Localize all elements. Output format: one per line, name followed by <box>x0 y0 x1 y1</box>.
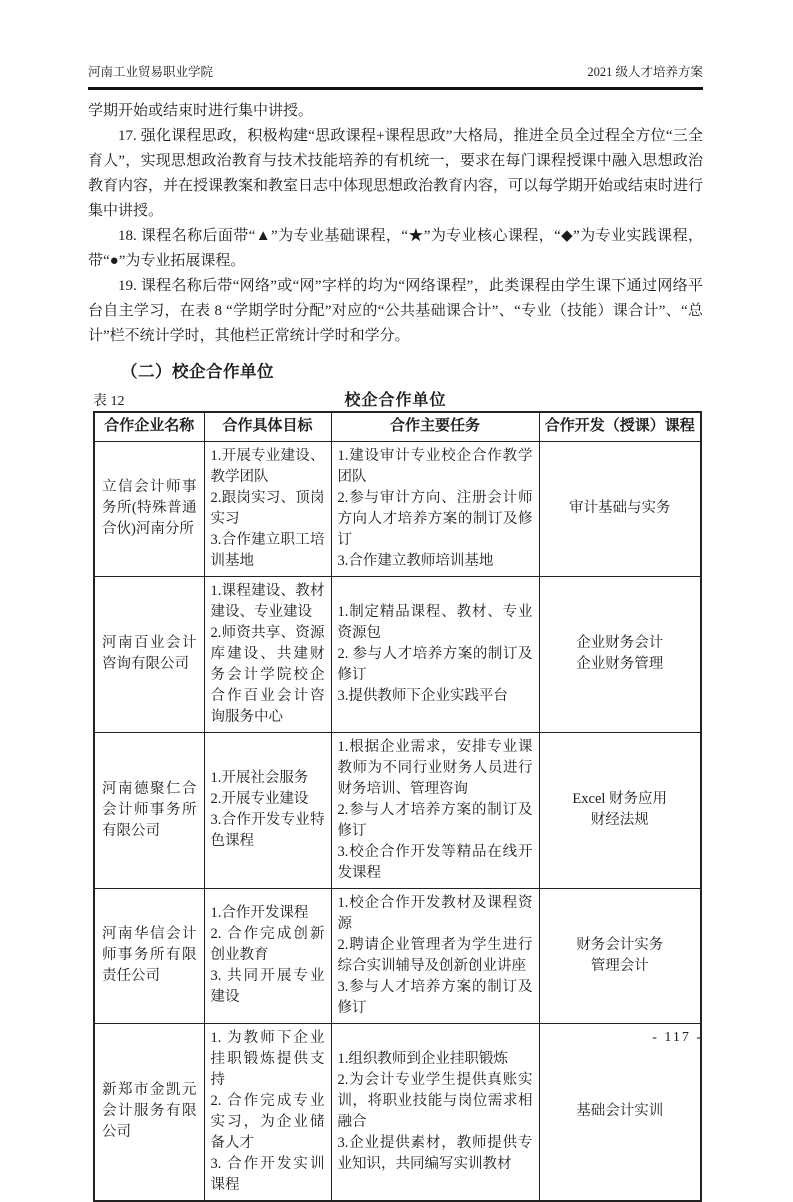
company-cell: 河南德聚仁合会计师事务所有限公司 <box>94 732 204 888</box>
courses-cell <box>539 732 701 888</box>
course-item: 审计基础与实务 <box>569 500 671 516</box>
task-item: 2. 参与人才培养方案的制订及修订 <box>337 645 533 683</box>
goal-item: 2. 合作完成专业实习，为企业储备人才 <box>210 1092 325 1151</box>
goal-item: 1.开展社会服务 <box>210 770 309 786</box>
header-plan-title: 2021 级人才培养方案 <box>587 65 703 79</box>
task-item: 3.合作建立教师培训基地 <box>337 552 494 569</box>
table-header-row <box>94 412 701 441</box>
running-header <box>88 62 703 90</box>
task-item: 2.为会计专业学生提供真账实训，将职业技能与岗位需求相融合 <box>337 1071 533 1130</box>
goal-item: 3.合作开发专业特色课程 <box>210 812 325 849</box>
table-row <box>94 441 701 576</box>
task-item: 2.参与审计方向、注册会计师方向人才培养方案的制订及修订 <box>337 489 533 548</box>
column-header-tasks: 合作主要任务 <box>331 412 539 441</box>
goal-item: 1.开展专业建设、教学团队 <box>210 447 325 485</box>
goal-item: 2.开展专业建设 <box>210 791 309 807</box>
company-cell: 河南百业会计咨询有限公司 <box>94 576 204 732</box>
section-heading: （二）校企合作单位 <box>121 362 274 381</box>
courses-cell <box>539 441 701 576</box>
goals-cell <box>204 732 331 888</box>
goal-item: 1. 为教师下企业挂职锻炼提供支持 <box>210 1029 325 1088</box>
task-item: 1.校企合作开发教材及课程资源 <box>337 894 533 932</box>
paragraph-continuation: 学期开始或结束时进行集中讲授。 <box>88 103 314 119</box>
goal-item: 2. 合作完成创新创业教育 <box>210 926 325 963</box>
table-row <box>94 732 701 888</box>
course-item: 管理会计 <box>590 957 649 974</box>
goal-item: 3. 共同开展专业建设 <box>210 968 325 1005</box>
table-title: 校企合作单位 <box>344 392 447 409</box>
course-item: 基础会计实训 <box>576 1103 664 1119</box>
courses-cell <box>539 1023 701 1201</box>
goal-item: 2.师资共享、资源库建设、共建财务会计学院校企合作百业会计咨询服务中心 <box>210 624 325 725</box>
body-text <box>88 99 703 349</box>
paragraph-17: 17. 强化课程思政，积极构建“思政课程+课程思政”大格局，推进全员全过程全方位“三全育人”，实现思想政治教育与技术技能培养的有机统一，要求在每门课程授课中融入思想政治教育内容，并在授课教案和教室日志中体现思想政治教育内容，可以每学期开始或结束时进行集中讲授。 <box>88 128 704 219</box>
table-body <box>94 441 701 1201</box>
task-item: 2.参与人才培养方案的制订及修订 <box>337 801 533 839</box>
goals-cell <box>204 576 331 732</box>
course-item: 财经法规 <box>590 812 649 828</box>
column-header-goals: 合作具体目标 <box>204 412 331 441</box>
goal-item: 3. 合作开发实训课程 <box>210 1155 325 1193</box>
goals-cell <box>204 1023 331 1201</box>
task-item: 1.制定精品课程、教材、专业资源包 <box>337 603 533 641</box>
task-item: 3.企业提供素材，教师提供专业知识，共同编写实训教材 <box>337 1134 533 1172</box>
task-item: 3.参与人才培养方案的制订及修订 <box>337 978 533 1016</box>
cooperation-table <box>93 411 702 1202</box>
table-row <box>94 888 701 1023</box>
goal-item: 2.跟岗实习、顶岗实习 <box>210 489 325 527</box>
company-cell: 河南华信会计师事务所有限责任公司 <box>94 888 204 1023</box>
header-school-name: 河南工业贸易职业学院 <box>88 65 214 79</box>
course-item: 企业财务会计 <box>576 635 664 651</box>
task-item: 2.聘请企业管理者为学生进行综合实训辅导及创新创业讲座 <box>337 936 533 974</box>
course-item: 财务会计实务 <box>576 936 664 953</box>
tasks-cell <box>331 888 539 1023</box>
table-row <box>94 576 701 732</box>
task-item: 3.提供教师下企业实践平台 <box>337 687 508 704</box>
paragraph-19: 19. 课程名称后带“网络”或“网”字样的均为“网络课程”，此类课程由学生课下通过网络平台自主学习，在表 8 “学期学时分配”对应的“公共基础课合计”、“专业（技能）课合计”、“总计”栏不统计学时，其他栏正常统计学时和学分。 <box>88 278 703 344</box>
tasks-cell <box>331 732 539 888</box>
table-number-label: 表 12 <box>93 394 125 409</box>
course-item: 企业财务管理 <box>576 656 664 672</box>
tasks-cell <box>331 441 539 576</box>
goal-item: 1.合作开发课程 <box>210 905 309 921</box>
goals-cell <box>204 888 331 1023</box>
courses-cell <box>539 888 701 1023</box>
task-item: 1.组织教师到企业挂职锻炼 <box>337 1050 508 1067</box>
company-cell: 新郑市金凯元会计服务有限公司 <box>94 1023 204 1201</box>
table-caption <box>88 387 703 411</box>
task-item: 1.根据企业需求，安排专业课教师为不同行业财务人员进行财务培训、管理咨询 <box>337 738 533 797</box>
course-item: Excel 财务应用 <box>572 791 668 807</box>
goal-item: 1.课程建设、教材建设、专业建设 <box>210 582 325 620</box>
tasks-cell <box>331 576 539 732</box>
column-header-company: 合作企业名称 <box>94 412 204 441</box>
page-number: - 117 - <box>652 1030 703 1045</box>
table-row <box>94 1023 701 1201</box>
paragraph-18: 18. 课程名称后面带“▲”为专业基础课程，“★”为专业核心课程，“◆”为专业实践课程，带“●”为专业拓展课程。 <box>88 228 703 269</box>
courses-cell <box>539 576 701 732</box>
goals-cell <box>204 441 331 576</box>
task-item: 1.建设审计专业校企合作教学团队 <box>337 447 533 485</box>
company-cell: 立信会计师事务所(特殊普通合伙)河南分所 <box>94 441 204 576</box>
task-item: 3.校企合作开发等精品在线开发课程 <box>337 843 533 881</box>
column-header-courses: 合作开发（授课）课程 <box>539 412 701 441</box>
tasks-cell <box>331 1023 539 1201</box>
goal-item: 3.合作建立职工培训基地 <box>210 531 325 569</box>
